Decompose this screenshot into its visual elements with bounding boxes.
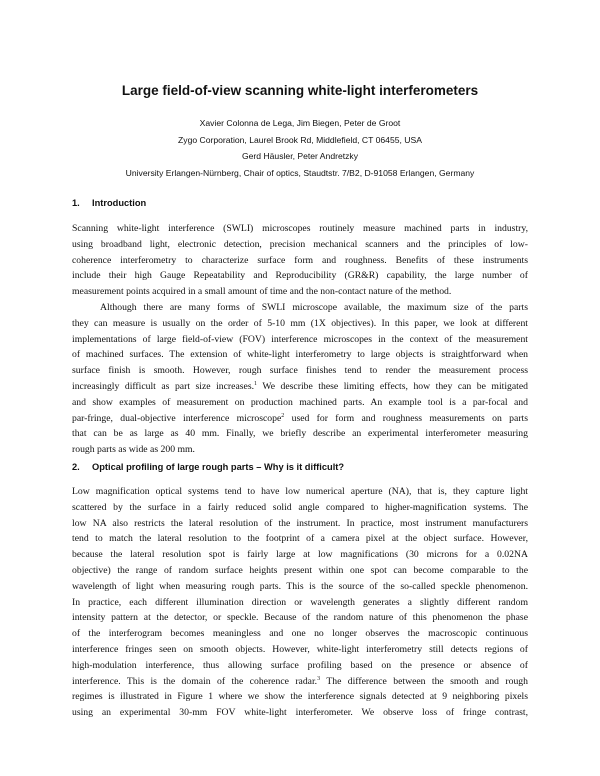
author-affiliation: Zygo Corporation, Laurel Brook Rd, Middlefield, CT 06455, USA [178, 134, 422, 145]
section-title: Introduction [92, 198, 147, 208]
text-line: using broadband light, electronic detection, precision mechanical scanners and the principles of low- [72, 238, 528, 250]
text-line: using an experimental 30-mm FOV white-light interferometer. We observe loss of fringe contrast, [72, 707, 528, 719]
text-line: interference. This is the domain of the coherence radar.$^3$ The difference between the smooth and rough [72, 675, 528, 687]
text-line: interference fringes seen on smooth objects. However, white-light interferometry still detects regions of [72, 643, 528, 655]
section-body [72, 221, 528, 458]
text-line: Although there are many forms of SWLI microscope available, the maximum size of the parts [100, 301, 528, 313]
section-heading [72, 462, 344, 472]
section-number: 1. [72, 198, 80, 208]
footnote-marker: 1 [254, 380, 258, 387]
text-line: implementations of large field-of-view (FOV) interference microscopes in the context of the measurement [72, 333, 528, 345]
author-affiliation: University Erlangen-Nürnberg, Chair of optics, Staudtstr. 7/B2, D-91058 Erlangen, Germany [125, 167, 475, 178]
text-line: measurement points acquired in a small amount of time and the non-contact nature of the method. [72, 286, 452, 298]
text-line: that can be as large as 40 mm. Finally, we briefly describe an experimental interferometer measuring [72, 428, 528, 440]
text-line: Low magnification optical systems tend to have low numerical aperture (NA), that is, they capture light [72, 486, 528, 497]
text-line: include their high Gauge Repeatability and Reproducibility (GR&R) capability, the large number of [72, 270, 528, 282]
text-line: low NA also restricts the lateral resolution of the instrument. In practice, most instrument manufacturers [72, 517, 528, 529]
section-body [72, 484, 528, 721]
text-line: they can measure is usually on the order of 5-10 mm (1X objectives). In this paper, we look at different [72, 317, 528, 329]
text-line: scattered by the surface in a fairly reduced solid angle compared to higher-magnification systems. The [72, 501, 528, 513]
text-line: increasingly difficult as part size increases.$^1$ We describe these limiting effects, how they can be mitigated [72, 380, 528, 392]
text-line: tend to match the lateral resolution to the footprint of a camera pixel at the object surface. However, [72, 533, 528, 545]
text-line: In practice, each different illumination direction or wavelength generates a slightly different random [72, 596, 528, 608]
text-line: Scanning white-light interference (SWLI) microscopes routinely measure machined parts in industry, [72, 223, 528, 234]
text-line: surface finish is smooth. However, rough surface finishes tend to render the measurement process [72, 365, 528, 377]
text-line: and show examples of measurement on production machined parts. An example tool is a par-focal and [72, 396, 528, 408]
text-line: of machined surfaces. The extension of white-light interferometry to large objects is straightforward when [72, 349, 528, 361]
text-line: regimes is illustrated in Figure 1 where we show the interference signals detected at 9 neighboring pixels [72, 691, 528, 703]
text-line: of the interferogram becomes meaningless and one no longer observes the macroscopic continuous [72, 628, 528, 640]
text-line: high-modulation interference, thus allowing surface profiling based on the presence or absence of [72, 659, 528, 671]
author-names: Xavier Colonna de Lega, Jim Biegen, Peter de Groot [199, 118, 401, 128]
text-line: wavelength of light when measuring rough parts. This is the source of the so-called speckle phenomenon. [72, 580, 528, 592]
text-line: because the lateral resolution spot is fairly large at low magnifications (30 microns for a 0.02NA [72, 549, 528, 561]
text-line: coherence interferometry to characterize surface form and roughness. Benefits of these instruments [72, 254, 528, 266]
section-title: Optical profiling of large rough parts – Why is it difficult? [92, 462, 345, 472]
section-heading [72, 198, 146, 208]
author-block [0, 115, 600, 181]
author-names: Gerd Häusler, Peter Andretzky [241, 151, 359, 161]
footnote-marker: 2 [281, 412, 285, 419]
footnote-marker: 3 [317, 675, 321, 682]
text-line: rough parts as wide as 200 mm. [72, 444, 195, 456]
text-line: objective) the range of random surface heights present within one spot can become comparable to the [72, 564, 528, 576]
section-number: 2. [72, 462, 80, 472]
paper-title: Large field-of-view scanning white-light interferometers [121, 83, 479, 98]
text-line: par-fringe, dual-objective interference microscope$^2$ used for form and roughness measurements on parts [72, 412, 528, 424]
text-line: intensity pattern at the detector, or speckle. Because of the random nature of this phenomenon the phase [72, 612, 528, 624]
